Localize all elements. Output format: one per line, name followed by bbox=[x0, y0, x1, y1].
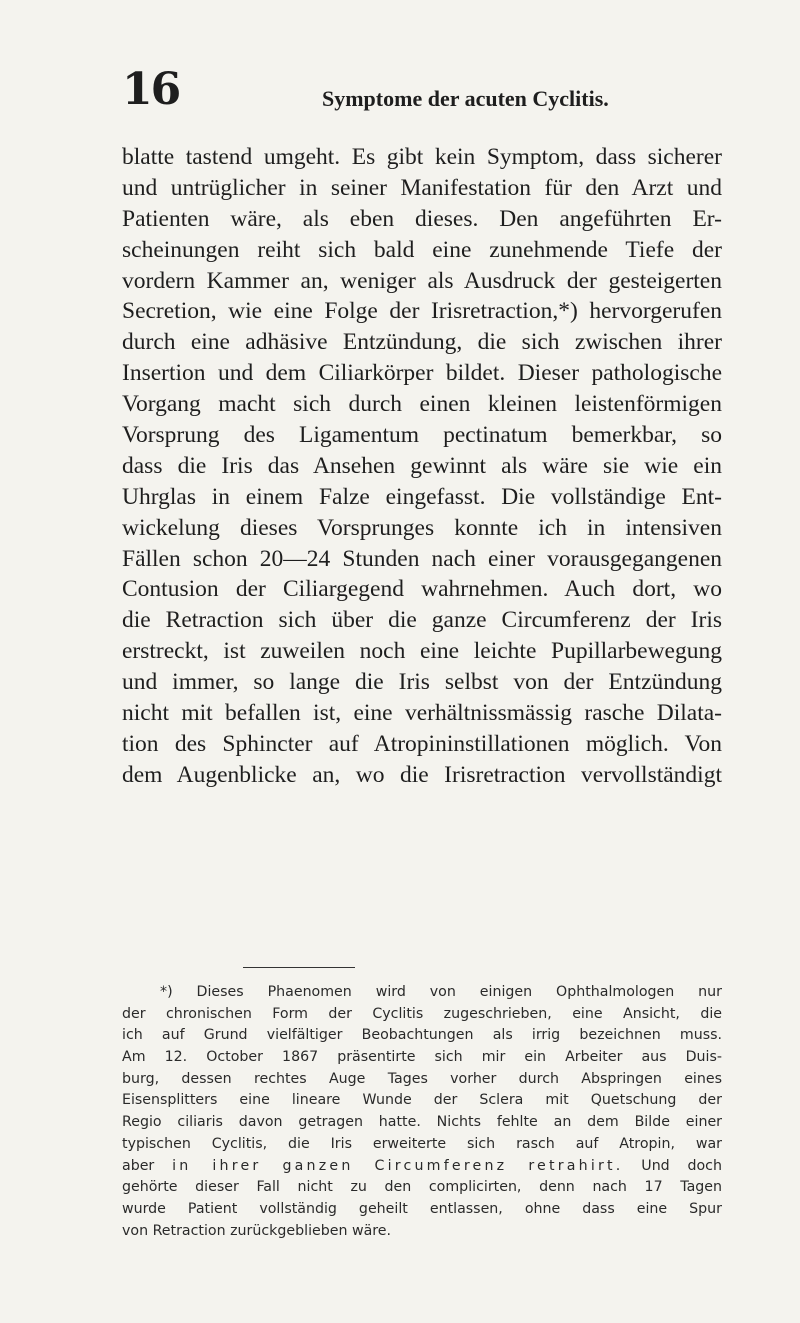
text-line: Contusion der Ciliargegend wahrnehmen. Auch dort, wo bbox=[122, 576, 722, 603]
footnote-line: *) Dieses Phaenomen wird von einigen Ophthalmologen nur bbox=[160, 984, 722, 1000]
footnote-line: der chronischen Form der Cyclitis zugeschrieben, eine Ansicht, die bbox=[122, 1005, 722, 1022]
text-line: Fällen schon 20—24 Stunden nach einer vorausgegangenen bbox=[122, 545, 722, 572]
text-line: wickelung dieses Vorsprunges konnte ich in intensiven bbox=[122, 514, 722, 541]
running-head bbox=[122, 62, 682, 122]
text-line: scheinungen reiht sich bald eine zunehmende Tiefe der bbox=[122, 236, 722, 263]
text-line: Secretion, wie eine Folge der Irisretraction,*) hervorgerufen bbox=[122, 298, 722, 325]
text-line: und immer, so lange die Iris selbst von der Entzündung bbox=[122, 669, 722, 696]
footnote-line: ich auf Grund vielfältiger Beobachtungen als irrig bezeichnen muss. bbox=[122, 1027, 722, 1044]
footnote-text: Und doch bbox=[623, 1157, 722, 1174]
text-line: und untrüglicher in seiner Manifestation für den Arzt und bbox=[122, 174, 722, 201]
text-line: tion des Sphincter auf Atropininstillationen möglich. Von bbox=[122, 730, 722, 757]
text-line: Insertion und dem Ciliarkörper bildet. Dieser pathologische bbox=[122, 360, 722, 387]
text-line: dem Augenblicke an, wo die Irisretraction vervollständigt bbox=[122, 761, 722, 788]
text-line: Vorgang macht sich durch einen kleinen leistenförmigen bbox=[122, 391, 722, 418]
footnote-line: von Retraction zurückgeblieben wäre. bbox=[122, 1222, 392, 1239]
footnote-line: wurde Patient vollständig geheilt entlassen, ohne dass eine Spur bbox=[122, 1200, 722, 1217]
text-line: nicht mit befallen ist, eine verhältnissmässig rasche Dilata- bbox=[122, 700, 722, 727]
footnote-line: Eisensplitters eine lineare Wunde der Sclera mit Quetschung der bbox=[122, 1092, 722, 1109]
page-number: 16 bbox=[122, 64, 180, 115]
footnote-line: gehörte dieser Fall nicht zu den complicirten, denn nach 17 Tagen bbox=[122, 1179, 722, 1196]
text-line: Patienten wäre, als eben dieses. Den angeführten Er- bbox=[122, 205, 722, 232]
text-line: die Retraction sich über die ganze Circumferenz der Iris bbox=[122, 607, 722, 634]
text-line: durch eine adhäsive Entzündung, die sich zwischen ihrer bbox=[122, 329, 722, 356]
text-line: Vorsprung des Ligamentum pectinatum bemerkbar, so bbox=[122, 422, 722, 449]
text-line: dass die Iris das Ansehen gewinnt als wäre sie wie ein bbox=[122, 452, 722, 479]
text-line: Uhrglas in einem Falze eingefasst. Die vollständige Ent- bbox=[122, 483, 722, 510]
text-line: blatte tastend umgeht. Es gibt kein Symptom, dass sicherer bbox=[122, 144, 722, 170]
footnote-emphasis: in ihrer ganzen Circumferenz retrahirt. bbox=[172, 1157, 624, 1174]
footnote-text: aber bbox=[122, 1157, 173, 1174]
main-text bbox=[122, 142, 722, 791]
footnote bbox=[122, 982, 722, 1242]
footnote-line: typischen Cyclitis, die Iris erweiterte sich rasch auf Atropin, war bbox=[122, 1135, 722, 1152]
footnote-line: burg, dessen rechtes Auge Tages vorher durch Abspringen eines bbox=[122, 1070, 722, 1087]
text-line: vordern Kammer an, weniger als Ausdruck der gesteigerten bbox=[122, 267, 722, 294]
running-title: Symptome der acuten Cyclitis. bbox=[322, 86, 609, 111]
footnote-line: Am 12. October 1867 präsentirte sich mir ein Arbeiter aus Duis- bbox=[122, 1049, 722, 1066]
footnote-line bbox=[122, 1156, 722, 1178]
text-line: erstreckt, ist zuweilen noch eine leichte Pupillarbewegung bbox=[122, 638, 722, 665]
footnote-divider bbox=[243, 967, 355, 968]
footnote-line: Regio ciliaris davon getragen hatte. Nichts fehlte an dem Bilde einer bbox=[122, 1114, 722, 1131]
